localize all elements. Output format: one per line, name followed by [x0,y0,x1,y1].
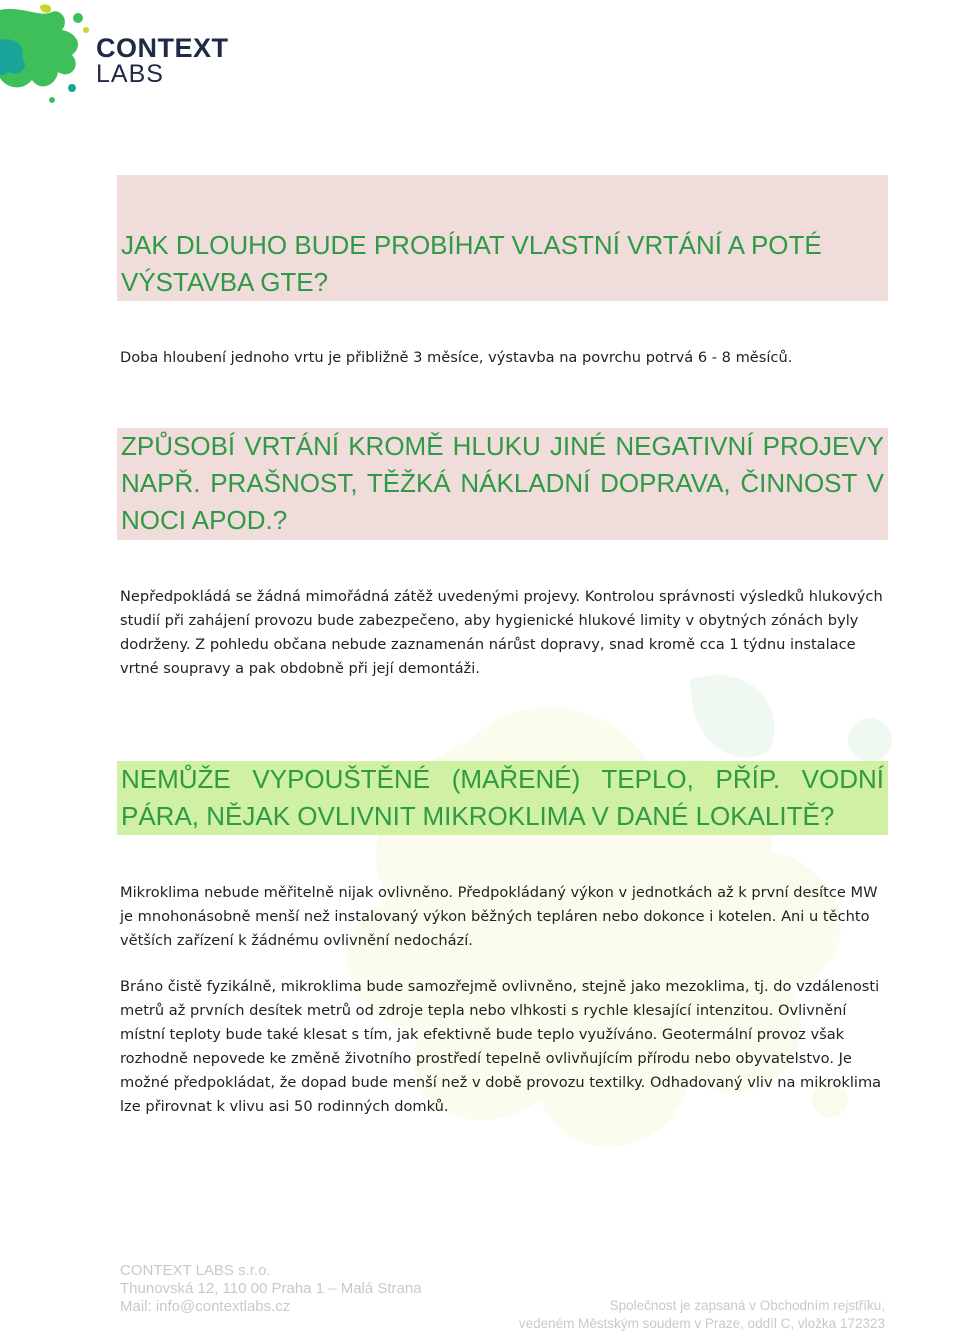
paint-splash-icon [0,0,100,110]
section-heading-negative-effects: ZPŮSOBÍ VRTÁNÍ KROMĚ HLUKU JINÉ NEGATIVNÍ PROJEVY NAPŘ. PRAŠNOST, TĚŽKÁ NÁKLADNÍ DOPRAVA, ČINNOST V NOCI APOD.? [117,428,888,540]
section-paragraph-drilling-duration: Doba hloubení jednoho vrtu je přibližně 3 měsíce, výstavba na povrchu potrvá 6 - 8 měsíců. [120,349,793,366]
logo-word-labs: LABS [96,60,164,88]
section-heading-microclimate: NEMŮŽE VYPOUŠTĚNÉ (MAŘENÉ) TEPLO, PŘÍP. VODNÍ PÁRA, NĚJAK OVLIVNIT MIKROKLIMA V DANÉ LOKALITĚ? [117,761,888,835]
section-heading-drilling-duration: JAK DLOUHO BUDE PROBÍHAT VLASTNÍ VRTÁNÍ A POTÉ VÝSTAVBA GTE? [117,175,888,301]
section-paragraph-microclimate-1: Mikroklima nebude měřitelně nijak ovlivněno. Předpokládaný výkon v jednotkách až k první desítce MW je mnohonásobně menší než instalovaný výkon běžných tepláren nebo dokonce i kotelen. Ani u těchto větších zařízení k žádnému ovlivnění nedochází. [120,884,878,949]
company-logo [0,0,250,110]
footer-registry [519,1297,885,1333]
section-paragraph-negative-effects: Nepředpokládá se žádná mimořádná zátěž uvedenými projevy. Kontrolou správnosti výsledků hlukových studií při zahájení provozu bude zabezpečeno, aby hygienické hlukové limity v obytných zónách byly dodrženy. Z pohledu občana nebude zaznamenán nárůst dopravy, snad kromě cca 1 týdnu instalace vrtné soupravy a pak obdobně při její demontáži. [120,588,883,677]
footer-company: CONTEXT LABS s.r.o. [120,1262,271,1279]
footer-registry-line-1: Společnost je zapsaná v Obchodním rejstříku, [609,1298,885,1313]
footer-registry-line-2: vedeném Městským soudem v Praze, oddíl C, vložka 172323 [518,1316,885,1331]
logo-word-context: CONTEXT [96,33,229,63]
footer-mail[interactable]: Mail: info@contextlabs.cz [120,1298,291,1315]
footer-address: Thunovská 12, 110 00 Praha 1 – Malá Strana [120,1280,422,1297]
section-paragraph-microclimate-2: Bráno čistě fyzikálně, mikroklima bude samozřejmě ovlivněno, stejně jako mezoklima, tj. do vzdálenosti metrů až prvních desítek metrů od zdroje tepla nebo vlhkosti s rychle klesající intenzitou. Ovlivnění místní teploty bude také klesat s tím, jak efektivně bude teplo využíváno. Geotermální provoz však rozhodně nepovede ke změně životního prostředí tepelně ovlivňujícím přírodu nebo obyvatelstvo. Je možné předpokládat, že dopad bude menší než v době provozu textilky. Odhadovaný vliv na mikroklima lze přirovnat k vlivu asi 50 rodinných domků. [120,978,882,1115]
footer-contact [120,1262,422,1316]
